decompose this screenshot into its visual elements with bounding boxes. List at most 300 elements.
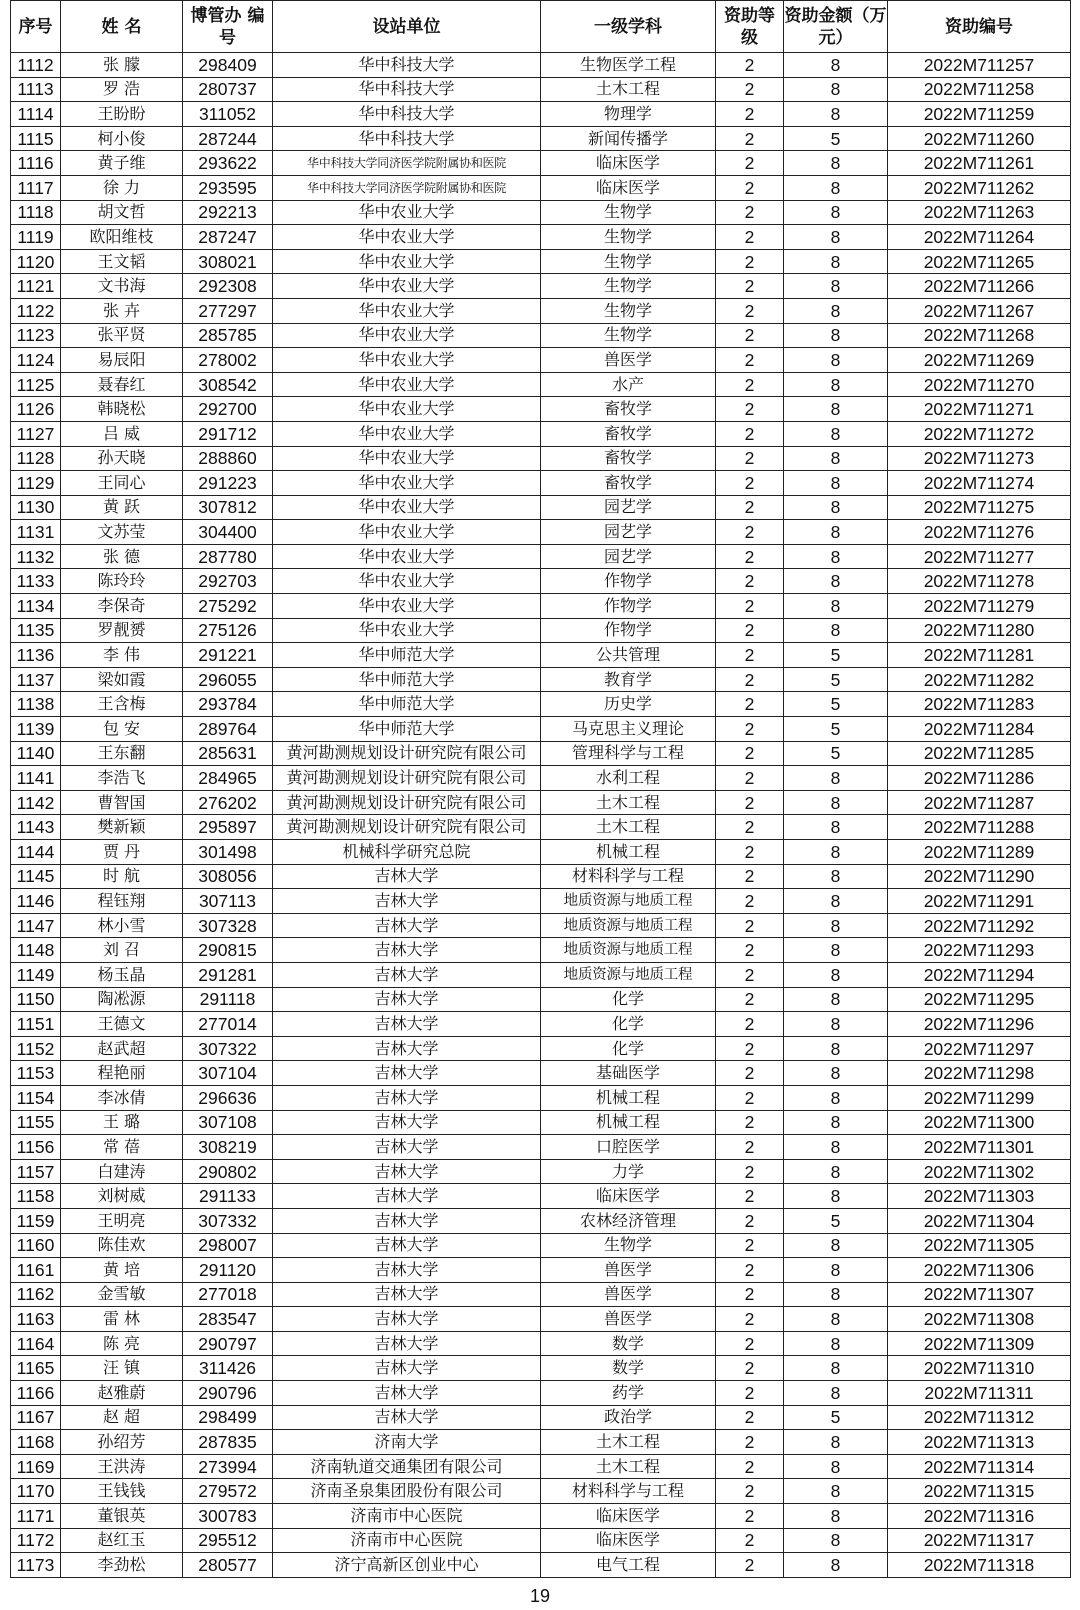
table-body	[11, 53, 1071, 1578]
level-cell: 2	[716, 1504, 784, 1529]
discipline-cell: 化学	[541, 987, 716, 1012]
amount-cell: 5	[784, 692, 888, 717]
level-cell: 2	[716, 249, 784, 274]
amount-cell: 8	[784, 77, 888, 102]
table-row	[11, 225, 1071, 250]
amount-cell: 8	[784, 766, 888, 791]
office-id-cell: 288860	[183, 446, 273, 471]
amount-cell: 8	[784, 1061, 888, 1086]
office-id-cell: 301498	[183, 840, 273, 865]
level-cell: 2	[716, 77, 784, 102]
column-header-grant-id: 资助编号	[888, 1, 1071, 53]
name-cell: 柯小俊	[61, 126, 183, 151]
unit-cell: 吉林大学	[273, 1184, 541, 1209]
name-cell: 赵 超	[61, 1405, 183, 1430]
grant-id-cell: 2022M711268	[888, 323, 1071, 348]
grant-id-cell: 2022M711287	[888, 790, 1071, 815]
name-cell: 李保奇	[61, 594, 183, 619]
seq-cell: 1153	[11, 1061, 61, 1086]
amount-cell: 5	[784, 126, 888, 151]
level-cell: 2	[716, 594, 784, 619]
level-cell: 2	[716, 889, 784, 914]
grant-id-cell: 2022M711301	[888, 1135, 1071, 1160]
discipline-cell: 生物学	[541, 323, 716, 348]
seq-cell: 1139	[11, 717, 61, 742]
grant-id-cell: 2022M711289	[888, 840, 1071, 865]
amount-cell: 8	[784, 1085, 888, 1110]
name-cell: 欧阳维枝	[61, 225, 183, 250]
seq-cell: 1122	[11, 298, 61, 323]
discipline-cell: 公共管理	[541, 643, 716, 668]
unit-cell: 黄河勘测规划设计研究院有限公司	[273, 815, 541, 840]
seq-cell: 1126	[11, 397, 61, 422]
table-row	[11, 987, 1071, 1012]
unit-cell: 华中农业大学	[273, 200, 541, 225]
table-row	[11, 1184, 1071, 1209]
table-row	[11, 1356, 1071, 1381]
discipline-cell: 生物医学工程	[541, 53, 716, 78]
seq-cell: 1171	[11, 1504, 61, 1529]
discipline-cell: 地质资源与地质工程	[541, 889, 716, 914]
discipline-cell: 生物学	[541, 225, 716, 250]
discipline-cell: 作物学	[541, 594, 716, 619]
funding-table	[10, 0, 1071, 1578]
office-id-cell: 275126	[183, 618, 273, 643]
name-cell: 王东翻	[61, 741, 183, 766]
seq-cell: 1147	[11, 913, 61, 938]
amount-cell: 8	[784, 1528, 888, 1553]
name-cell: 汪 镇	[61, 1356, 183, 1381]
name-cell: 黄 跃	[61, 495, 183, 520]
table-row	[11, 1405, 1071, 1430]
grant-id-cell: 2022M711267	[888, 298, 1071, 323]
discipline-cell: 政治学	[541, 1405, 716, 1430]
seq-cell: 1151	[11, 1012, 61, 1037]
column-header-amount: 资助金额（万元）	[784, 1, 888, 53]
level-cell: 2	[716, 1110, 784, 1135]
office-id-cell: 311052	[183, 102, 273, 127]
grant-id-cell: 2022M711270	[888, 372, 1071, 397]
amount-cell: 8	[784, 618, 888, 643]
unit-cell: 吉林大学	[273, 1135, 541, 1160]
amount-cell: 5	[784, 1208, 888, 1233]
office-id-cell: 287835	[183, 1430, 273, 1455]
unit-cell: 吉林大学	[273, 1356, 541, 1381]
discipline-cell: 基础医学	[541, 1061, 716, 1086]
name-cell: 赵红玉	[61, 1528, 183, 1553]
level-cell: 2	[716, 667, 784, 692]
seq-cell: 1114	[11, 102, 61, 127]
level-cell: 2	[716, 938, 784, 963]
discipline-cell: 生物学	[541, 249, 716, 274]
seq-cell: 1123	[11, 323, 61, 348]
office-id-cell: 277297	[183, 298, 273, 323]
amount-cell: 8	[784, 495, 888, 520]
grant-id-cell: 2022M711291	[888, 889, 1071, 914]
discipline-cell: 电气工程	[541, 1553, 716, 1578]
table-row	[11, 1282, 1071, 1307]
discipline-cell: 临床医学	[541, 1504, 716, 1529]
seq-cell: 1166	[11, 1381, 61, 1406]
level-cell: 2	[716, 1184, 784, 1209]
grant-id-cell: 2022M711308	[888, 1307, 1071, 1332]
name-cell: 徐 力	[61, 175, 183, 200]
seq-cell: 1163	[11, 1307, 61, 1332]
unit-cell: 华中农业大学	[273, 249, 541, 274]
grant-id-cell: 2022M711288	[888, 815, 1071, 840]
level-cell: 2	[716, 1012, 784, 1037]
amount-cell: 8	[784, 225, 888, 250]
seq-cell: 1121	[11, 274, 61, 299]
table-row	[11, 1012, 1071, 1037]
table-row	[11, 1159, 1071, 1184]
name-cell: 陈玲玲	[61, 569, 183, 594]
table-row	[11, 77, 1071, 102]
discipline-cell: 土木工程	[541, 77, 716, 102]
funding-list-sheet	[10, 0, 1070, 1578]
level-cell: 2	[716, 446, 784, 471]
unit-cell: 吉林大学	[273, 1381, 541, 1406]
amount-cell: 8	[784, 298, 888, 323]
name-cell: 梁如霞	[61, 667, 183, 692]
unit-cell: 吉林大学	[273, 1012, 541, 1037]
table-row	[11, 323, 1071, 348]
grant-id-cell: 2022M711302	[888, 1159, 1071, 1184]
office-id-cell: 311426	[183, 1356, 273, 1381]
unit-cell: 吉林大学	[273, 1331, 541, 1356]
unit-cell: 吉林大学	[273, 1036, 541, 1061]
seq-cell: 1149	[11, 962, 61, 987]
grant-id-cell: 2022M711271	[888, 397, 1071, 422]
unit-cell: 华中科技大学	[273, 126, 541, 151]
unit-cell: 吉林大学	[273, 1405, 541, 1430]
discipline-cell: 地质资源与地质工程	[541, 913, 716, 938]
grant-id-cell: 2022M711281	[888, 643, 1071, 668]
grant-id-cell: 2022M711282	[888, 667, 1071, 692]
name-cell: 陶凇源	[61, 987, 183, 1012]
discipline-cell: 口腔医学	[541, 1135, 716, 1160]
unit-cell: 华中农业大学	[273, 225, 541, 250]
name-cell: 刘 召	[61, 938, 183, 963]
name-cell: 孙天晓	[61, 446, 183, 471]
unit-cell: 吉林大学	[273, 1110, 541, 1135]
unit-cell: 黄河勘测规划设计研究院有限公司	[273, 766, 541, 791]
grant-id-cell: 2022M711285	[888, 741, 1071, 766]
table-row	[11, 1553, 1071, 1578]
office-id-cell: 291221	[183, 643, 273, 668]
discipline-cell: 机械工程	[541, 840, 716, 865]
name-cell: 杨玉晶	[61, 962, 183, 987]
seq-cell: 1136	[11, 643, 61, 668]
grant-id-cell: 2022M711297	[888, 1036, 1071, 1061]
discipline-cell: 园艺学	[541, 544, 716, 569]
unit-cell: 华中农业大学	[273, 397, 541, 422]
seq-cell: 1146	[11, 889, 61, 914]
office-id-cell: 296636	[183, 1085, 273, 1110]
grant-id-cell: 2022M711269	[888, 348, 1071, 373]
unit-cell: 济南圣泉集团股份有限公司	[273, 1479, 541, 1504]
discipline-cell: 化学	[541, 1036, 716, 1061]
level-cell: 2	[716, 618, 784, 643]
name-cell: 赵雅蔚	[61, 1381, 183, 1406]
amount-cell: 8	[784, 175, 888, 200]
level-cell: 2	[716, 643, 784, 668]
name-cell: 包 安	[61, 717, 183, 742]
unit-cell: 华中师范大学	[273, 667, 541, 692]
table-row	[11, 1085, 1071, 1110]
name-cell: 孙绍芳	[61, 1430, 183, 1455]
table-header	[11, 1, 1071, 53]
unit-cell: 黄河勘测规划设计研究院有限公司	[273, 741, 541, 766]
unit-cell: 华中农业大学	[273, 421, 541, 446]
level-cell: 2	[716, 1085, 784, 1110]
name-cell: 胡文哲	[61, 200, 183, 225]
office-id-cell: 290815	[183, 938, 273, 963]
seq-cell: 1143	[11, 815, 61, 840]
seq-cell: 1173	[11, 1553, 61, 1578]
table-row	[11, 1307, 1071, 1332]
table-row	[11, 889, 1071, 914]
level-cell: 2	[716, 1061, 784, 1086]
level-cell: 2	[716, 225, 784, 250]
table-row	[11, 1036, 1071, 1061]
name-cell: 罗靓赟	[61, 618, 183, 643]
amount-cell: 8	[784, 1258, 888, 1283]
name-cell: 王文韬	[61, 249, 183, 274]
grant-id-cell: 2022M711278	[888, 569, 1071, 594]
column-header-seq: 序号	[11, 1, 61, 53]
amount-cell: 8	[784, 1553, 888, 1578]
office-id-cell: 292213	[183, 200, 273, 225]
office-id-cell: 298007	[183, 1233, 273, 1258]
discipline-cell: 生物学	[541, 274, 716, 299]
name-cell: 白建涛	[61, 1159, 183, 1184]
seq-cell: 1165	[11, 1356, 61, 1381]
discipline-cell: 园艺学	[541, 520, 716, 545]
name-cell: 程钰翔	[61, 889, 183, 914]
seq-cell: 1144	[11, 840, 61, 865]
seq-cell: 1120	[11, 249, 61, 274]
amount-cell: 8	[784, 200, 888, 225]
discipline-cell: 力学	[541, 1159, 716, 1184]
office-id-cell: 308219	[183, 1135, 273, 1160]
seq-cell: 1124	[11, 348, 61, 373]
seq-cell: 1125	[11, 372, 61, 397]
discipline-cell: 地质资源与地质工程	[541, 962, 716, 987]
table-row	[11, 766, 1071, 791]
level-cell: 2	[716, 126, 784, 151]
table-row	[11, 298, 1071, 323]
seq-cell: 1130	[11, 495, 61, 520]
level-cell: 2	[716, 151, 784, 176]
discipline-cell: 物理学	[541, 102, 716, 127]
table-row	[11, 643, 1071, 668]
level-cell: 2	[716, 1381, 784, 1406]
seq-cell: 1152	[11, 1036, 61, 1061]
level-cell: 2	[716, 790, 784, 815]
discipline-cell: 水产	[541, 372, 716, 397]
office-id-cell: 291118	[183, 987, 273, 1012]
seq-cell: 1131	[11, 520, 61, 545]
unit-cell: 华中农业大学	[273, 348, 541, 373]
name-cell: 赵武超	[61, 1036, 183, 1061]
office-id-cell: 308542	[183, 372, 273, 397]
office-id-cell: 280737	[183, 77, 273, 102]
table-row	[11, 594, 1071, 619]
grant-id-cell: 2022M711305	[888, 1233, 1071, 1258]
office-id-cell: 277014	[183, 1012, 273, 1037]
unit-cell: 济南市中心医院	[273, 1528, 541, 1553]
table-row	[11, 717, 1071, 742]
grant-id-cell: 2022M711286	[888, 766, 1071, 791]
table-row	[11, 790, 1071, 815]
discipline-cell: 数学	[541, 1331, 716, 1356]
name-cell: 王盼盼	[61, 102, 183, 127]
seq-cell: 1158	[11, 1184, 61, 1209]
amount-cell: 8	[784, 1184, 888, 1209]
name-cell: 程艳丽	[61, 1061, 183, 1086]
office-id-cell: 289764	[183, 717, 273, 742]
unit-cell: 华中农业大学	[273, 372, 541, 397]
table-row	[11, 962, 1071, 987]
table-row	[11, 421, 1071, 446]
name-cell: 刘树威	[61, 1184, 183, 1209]
amount-cell: 8	[784, 1159, 888, 1184]
grant-id-cell: 2022M711316	[888, 1504, 1071, 1529]
discipline-cell: 畜牧学	[541, 397, 716, 422]
unit-cell: 吉林大学	[273, 987, 541, 1012]
office-id-cell: 290802	[183, 1159, 273, 1184]
table-row	[11, 667, 1071, 692]
unit-cell: 华中科技大学同济医学院附属协和医院	[273, 175, 541, 200]
discipline-cell: 临床医学	[541, 175, 716, 200]
office-id-cell: 307328	[183, 913, 273, 938]
table-row	[11, 1135, 1071, 1160]
table-row	[11, 1258, 1071, 1283]
office-id-cell: 285631	[183, 741, 273, 766]
amount-cell: 5	[784, 717, 888, 742]
level-cell: 2	[716, 372, 784, 397]
grant-id-cell: 2022M711293	[888, 938, 1071, 963]
grant-id-cell: 2022M711259	[888, 102, 1071, 127]
level-cell: 2	[716, 1307, 784, 1332]
name-cell: 时 航	[61, 864, 183, 889]
table-row	[11, 913, 1071, 938]
table-row	[11, 372, 1071, 397]
discipline-cell: 化学	[541, 1012, 716, 1037]
office-id-cell: 296055	[183, 667, 273, 692]
table-row	[11, 864, 1071, 889]
name-cell: 罗 浩	[61, 77, 183, 102]
amount-cell: 8	[784, 151, 888, 176]
seq-cell: 1118	[11, 200, 61, 225]
amount-cell: 8	[784, 323, 888, 348]
unit-cell: 吉林大学	[273, 1208, 541, 1233]
discipline-cell: 园艺学	[541, 495, 716, 520]
grant-id-cell: 2022M711265	[888, 249, 1071, 274]
seq-cell: 1162	[11, 1282, 61, 1307]
office-id-cell: 307332	[183, 1208, 273, 1233]
level-cell: 2	[716, 815, 784, 840]
name-cell: 陈 亮	[61, 1331, 183, 1356]
level-cell: 2	[716, 840, 784, 865]
name-cell: 吕 威	[61, 421, 183, 446]
amount-cell: 8	[784, 938, 888, 963]
name-cell: 王洪涛	[61, 1454, 183, 1479]
office-id-cell: 293784	[183, 692, 273, 717]
table-row	[11, 274, 1071, 299]
grant-id-cell: 2022M711292	[888, 913, 1071, 938]
level-cell: 2	[716, 1208, 784, 1233]
grant-id-cell: 2022M711304	[888, 1208, 1071, 1233]
discipline-cell: 土木工程	[541, 815, 716, 840]
level-cell: 2	[716, 200, 784, 225]
amount-cell: 8	[784, 421, 888, 446]
discipline-cell: 材料科学与工程	[541, 1479, 716, 1504]
name-cell: 王同心	[61, 471, 183, 496]
amount-cell: 5	[784, 667, 888, 692]
seq-cell: 1172	[11, 1528, 61, 1553]
unit-cell: 华中农业大学	[273, 569, 541, 594]
amount-cell: 8	[784, 1110, 888, 1135]
level-cell: 2	[716, 544, 784, 569]
seq-cell: 1117	[11, 175, 61, 200]
discipline-cell: 马克思主义理论	[541, 717, 716, 742]
amount-cell: 8	[784, 348, 888, 373]
grant-id-cell: 2022M711283	[888, 692, 1071, 717]
seq-cell: 1142	[11, 790, 61, 815]
level-cell: 2	[716, 323, 784, 348]
table-row	[11, 397, 1071, 422]
grant-id-cell: 2022M711313	[888, 1430, 1071, 1455]
unit-cell: 华中师范大学	[273, 692, 541, 717]
discipline-cell: 生物学	[541, 200, 716, 225]
office-id-cell: 298409	[183, 53, 273, 78]
unit-cell: 吉林大学	[273, 1159, 541, 1184]
unit-cell: 吉林大学	[273, 913, 541, 938]
amount-cell: 8	[784, 889, 888, 914]
grant-id-cell: 2022M711314	[888, 1454, 1071, 1479]
table-row	[11, 1381, 1071, 1406]
discipline-cell: 材料科学与工程	[541, 864, 716, 889]
amount-cell: 8	[784, 569, 888, 594]
discipline-cell: 水利工程	[541, 766, 716, 791]
level-cell: 2	[716, 1331, 784, 1356]
unit-cell: 吉林大学	[273, 1258, 541, 1283]
office-id-cell: 287780	[183, 544, 273, 569]
level-cell: 2	[716, 1553, 784, 1578]
discipline-cell: 畜牧学	[541, 421, 716, 446]
office-id-cell: 291120	[183, 1258, 273, 1283]
table-row	[11, 692, 1071, 717]
amount-cell: 8	[784, 987, 888, 1012]
amount-cell: 5	[784, 1405, 888, 1430]
seq-cell: 1155	[11, 1110, 61, 1135]
unit-cell: 机械科学研究总院	[273, 840, 541, 865]
seq-cell: 1128	[11, 446, 61, 471]
level-cell: 2	[716, 1356, 784, 1381]
grant-id-cell: 2022M711296	[888, 1012, 1071, 1037]
seq-cell: 1167	[11, 1405, 61, 1430]
grant-id-cell: 2022M711290	[888, 864, 1071, 889]
seq-cell: 1154	[11, 1085, 61, 1110]
office-id-cell: 307812	[183, 495, 273, 520]
name-cell: 李 伟	[61, 643, 183, 668]
name-cell: 李劲松	[61, 1553, 183, 1578]
grant-id-cell: 2022M711318	[888, 1553, 1071, 1578]
table-row	[11, 151, 1071, 176]
grant-id-cell: 2022M711260	[888, 126, 1071, 151]
